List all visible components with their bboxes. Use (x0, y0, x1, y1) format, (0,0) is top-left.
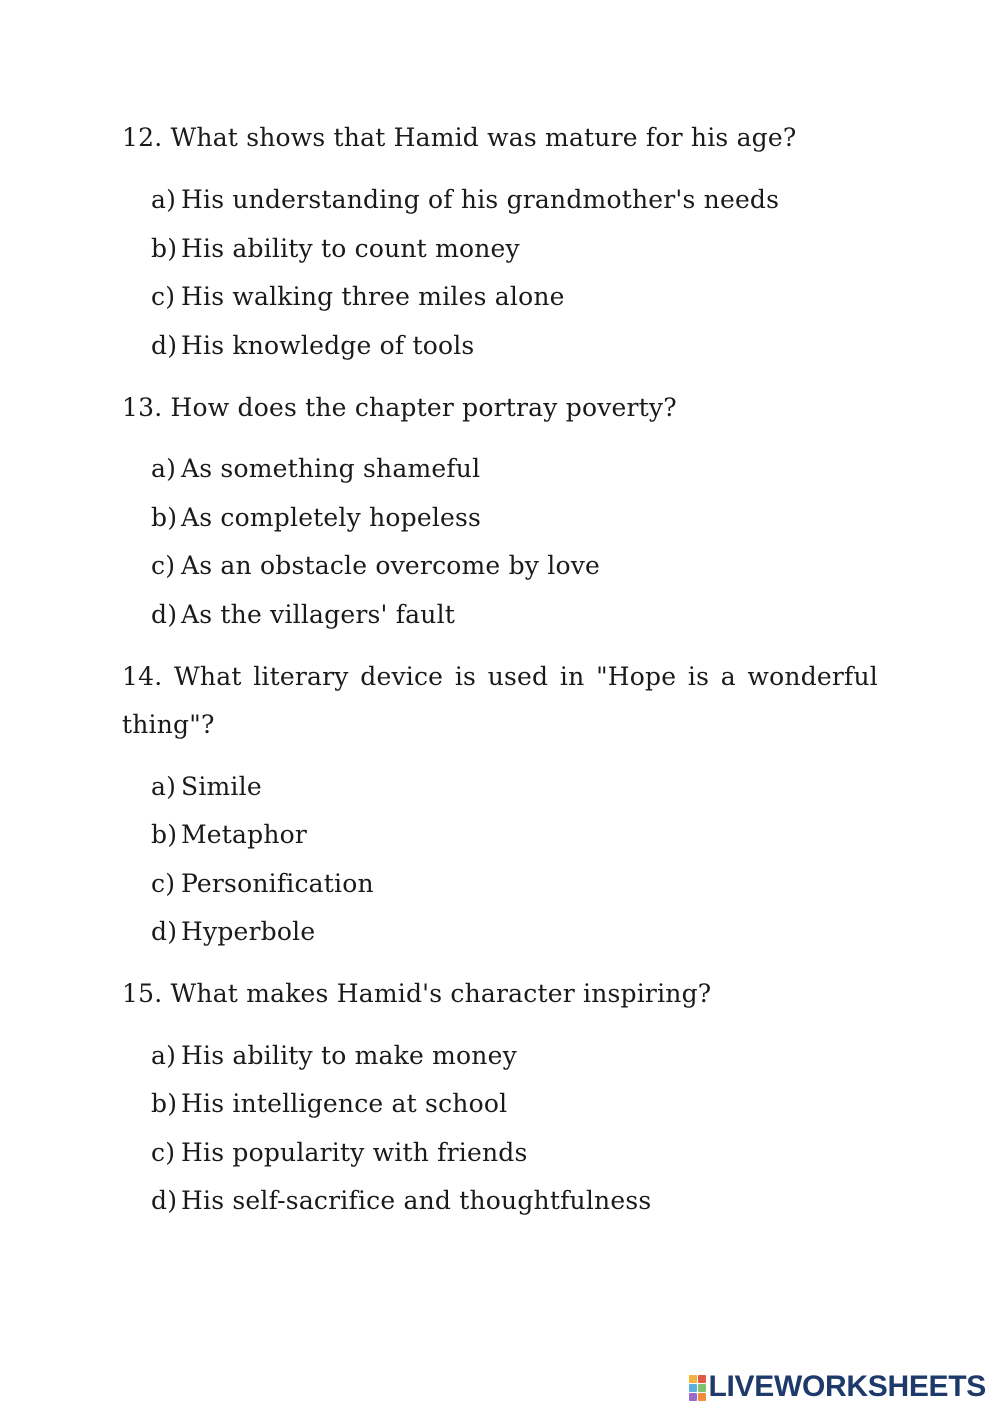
option-letter: c) (151, 1138, 176, 1167)
option-text: As something shameful (181, 454, 481, 483)
option-text: His walking three miles alone (181, 282, 565, 311)
option-letter: c) (151, 869, 176, 898)
liveworksheets-logo[interactable] (689, 1370, 987, 1404)
option-letter: d) (151, 1186, 178, 1215)
option-text: Personification (181, 869, 374, 898)
option-text: Simile (181, 772, 262, 801)
question-12-text: 12. What shows that Hamid was mature for his age? (122, 123, 797, 152)
option-text: His knowledge of tools (181, 331, 475, 360)
question-12-option-b[interactable] (151, 232, 520, 266)
option-letter: d) (151, 917, 178, 946)
question-14-text: 14. What literary device is used in "Hope is a wonderful thing"? (122, 662, 878, 739)
option-letter: d) (151, 600, 178, 629)
option-letter: b) (151, 503, 178, 532)
option-letter: a) (151, 1041, 177, 1070)
question-12-option-d[interactable] (151, 329, 474, 363)
question-14-option-c[interactable] (151, 867, 374, 901)
logo-tile (689, 1393, 697, 1401)
question-13-text: 13. How does the chapter portray poverty? (122, 393, 677, 422)
question-12-option-a[interactable] (151, 183, 779, 217)
option-text: Metaphor (181, 820, 308, 849)
option-letter: a) (151, 772, 177, 801)
logo-icon (689, 1375, 705, 1399)
option-letter: a) (151, 454, 177, 483)
question-13-option-a[interactable] (151, 452, 480, 486)
option-text: His understanding of his grandmother's needs (181, 185, 780, 214)
question-14-option-a[interactable] (151, 770, 262, 804)
option-text: His popularity with friends (181, 1138, 528, 1167)
logo-tile (698, 1393, 706, 1401)
option-text: His ability to make money (181, 1041, 517, 1070)
question-13-option-d[interactable] (151, 598, 455, 632)
option-letter: c) (151, 282, 176, 311)
question-14-option-b[interactable] (151, 818, 307, 852)
logo-tile (689, 1375, 697, 1383)
logo-tile (698, 1375, 706, 1383)
option-text: His self-sacrifice and thoughtfulness (181, 1186, 652, 1215)
option-text: Hyperbole (181, 917, 316, 946)
question-15-option-c[interactable] (151, 1136, 528, 1170)
question-15-text: 15. What makes Hamid's character inspiring? (122, 979, 712, 1008)
option-letter: b) (151, 1089, 178, 1118)
question-15-option-d[interactable] (151, 1184, 651, 1218)
question-15-option-b[interactable] (151, 1087, 507, 1121)
option-letter: c) (151, 551, 176, 580)
question-15-option-a[interactable] (151, 1039, 517, 1073)
option-text: His ability to count money (181, 234, 520, 263)
question-13-option-b[interactable] (151, 501, 481, 535)
logo-tile (698, 1384, 706, 1392)
option-letter: b) (151, 234, 178, 263)
question-13-option-c[interactable] (151, 549, 600, 583)
question-14-option-d[interactable] (151, 915, 315, 949)
option-text: As an obstacle overcome by love (181, 551, 601, 580)
option-letter: a) (151, 185, 177, 214)
option-letter: d) (151, 331, 178, 360)
logo-tile (689, 1384, 697, 1392)
question-12-option-c[interactable] (151, 280, 565, 314)
option-text: His intelligence at school (181, 1089, 508, 1118)
option-text: As completely hopeless (181, 503, 482, 532)
option-letter: b) (151, 820, 178, 849)
option-text: As the villagers' fault (181, 600, 456, 629)
logo-text: LIVEWORKSHEETS (708, 1370, 986, 1403)
